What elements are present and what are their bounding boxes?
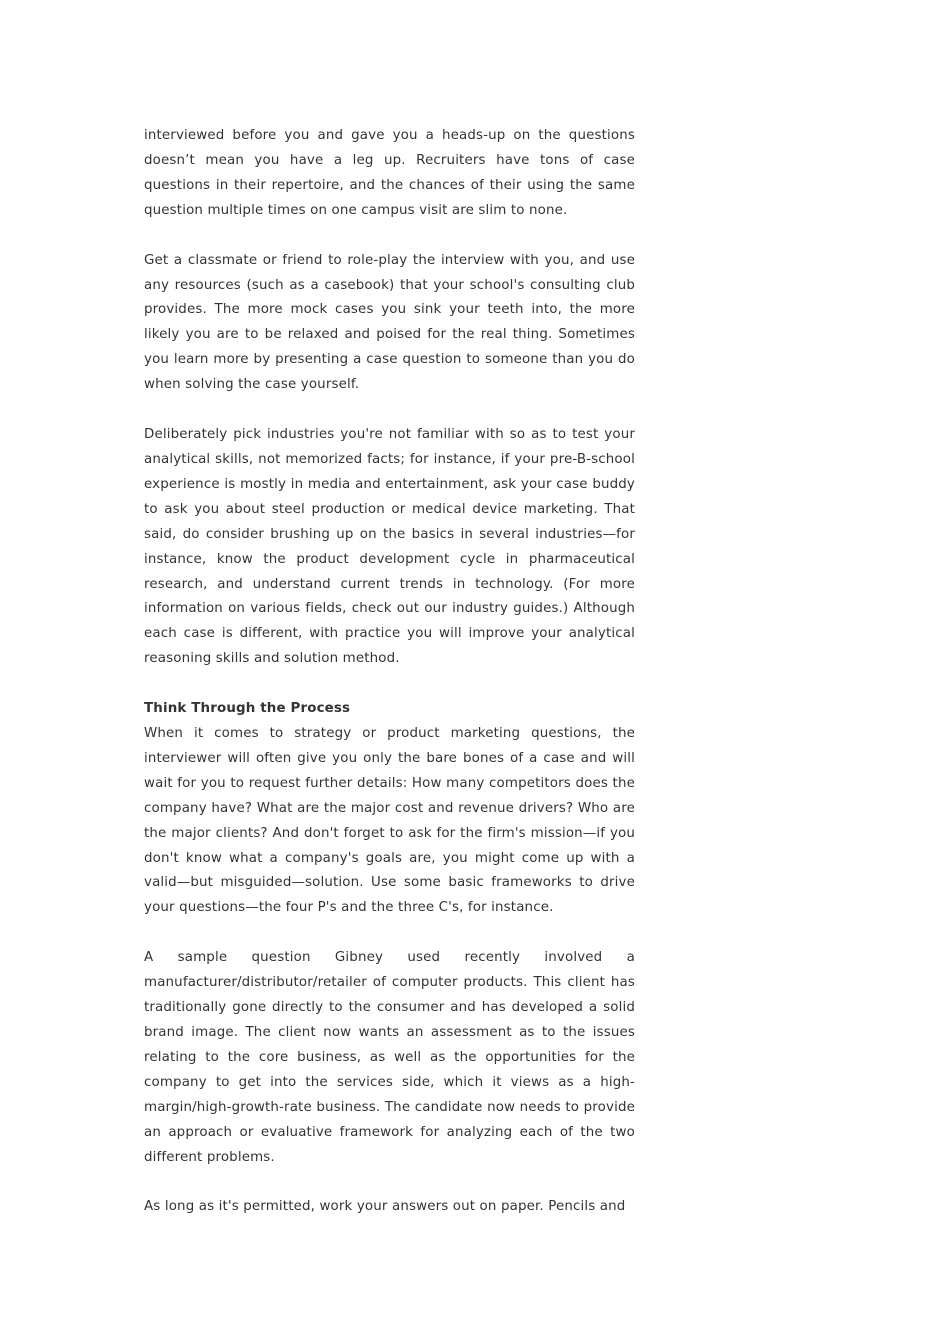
paragraph-strategy-questions: When it comes to strategy or product marketing questions, the interviewer will often give you only the bare bones of a case and will wait for you to request further details: How many competitors does the company have? What are the major cost and revenue drivers? Who are the major clients? And don't forget to ask for the firm's mission—if you don't know what a company's goals are, you might come up with a valid—but misguided—solution. Use some basic frameworks to drive your questions—the four P's and the three C's, for instance. xyxy=(144,726,635,916)
paragraph-interviewed-before: interviewed before you and gave you a heads-up on the questions doesn’t mean you have a leg up. Recruiters have tons of case questions in their repertoire, and the chances of their using the same question multiple times on one campus visit are slim to none. xyxy=(144,128,635,218)
paragraph-sample-question: A sample question Gibney used recently involved a manufacturer/distributor/retailer of computer products. This client has traditionally gone directly to the consumer and has developed a solid brand image. The client now wants an assessment as to the issues relating to the core business, as well as the opportunities for the company to get into the services side, which it views as a high-margin/high-growth-rate business. The candidate now needs to provide an approach or evaluative framework for analyzing each of the two different problems. xyxy=(144,950,635,1165)
document-page xyxy=(144,124,635,1245)
paragraph-pick-industries: Deliberately pick industries you're not familiar with so as to test your analytical skills, not memorized facts; for instance, if your pre-B-school experience is mostly in media and entertainment, ask your case buddy to ask you about steel production or medical device marketing. That said, do consider brushing up on the basics in several industries—for instance, know the product development cycle in pharmaceutical research, and understand current trends in technology. (For more information on various fields, check out our industry guides.) Although each case is different, with practice you will improve your analytical reasoning skills and solution method. xyxy=(144,427,635,667)
paragraph-work-on-paper: As long as it's permitted, work your answers out on paper. Pencils and xyxy=(144,1199,626,1215)
section-heading: Think Through the Process xyxy=(144,701,351,717)
paragraph-role-play: Get a classmate or friend to role-play the interview with you, and use any resources (such as a casebook) that your school's consulting club provides. The more mock cases you sink your teeth into, the more likely you are to be relaxed and poised for the real thing. Sometimes you learn more by presenting a case question to someone than you do when solving the case yourself. xyxy=(144,252,635,393)
